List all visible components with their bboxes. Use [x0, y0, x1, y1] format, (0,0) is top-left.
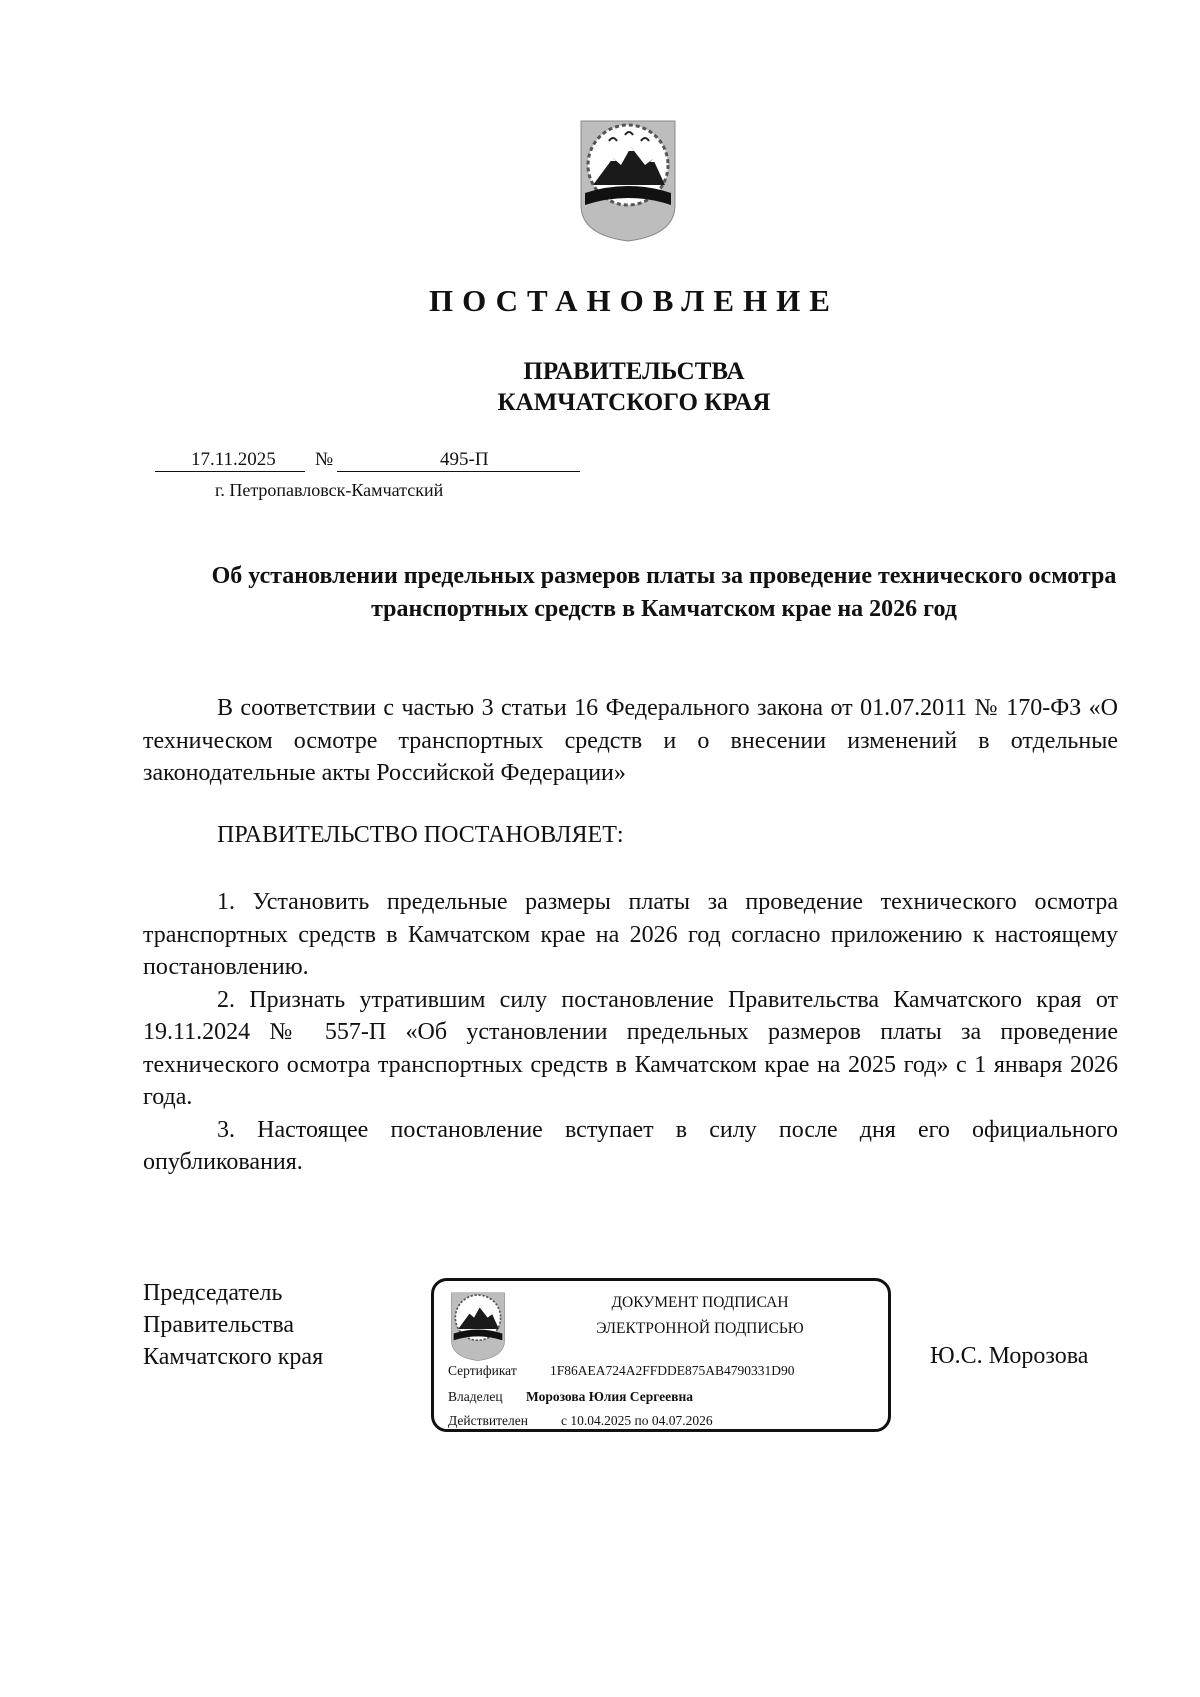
owner-value: Морозова Юлия Сергеевна	[526, 1389, 693, 1404]
validity-label: Действителен	[448, 1413, 528, 1428]
position-line-3: Камчатского края	[143, 1344, 324, 1370]
position-line-1: Председатель	[143, 1280, 283, 1306]
basis-text: В соответствии с частью 3 статьи 16 Федерального закона от 01.07.2011 № 170-ФЗ «О техническом осмотре транспортных средств и о внесении изменений в отдельные законодательные акты Российской Федерации»	[143, 695, 1118, 786]
owner-label: Владелец	[448, 1389, 503, 1404]
position-line-2: Правительства	[143, 1312, 295, 1338]
item-1: 1. Установить предельные размеры платы за проведение технического осмотра транспортных средств в Камчатском крае на 2026 год согласно приложению к настоящему постановлению.	[143, 889, 1118, 980]
stamp-heading-2: ЭЛЕКТРОННОЙ ПОДПИСЬЮ	[596, 1320, 804, 1337]
number-sign: №	[315, 449, 334, 470]
stamp-owner-row	[448, 1389, 693, 1405]
resolution-phrase: ПРАВИТЕЛЬСТВО ПОСТАНОВЛЯЕТ:	[217, 822, 624, 848]
document-type: ПОСТАНОВЛЕНИЕ	[429, 283, 839, 318]
signatory-position	[143, 1277, 323, 1373]
kamchatka-emblem-icon	[575, 113, 681, 243]
stamp-emblem-icon	[448, 1287, 508, 1363]
resolution-items	[143, 886, 1118, 1179]
document-date: 17.11.2025	[191, 449, 276, 470]
item-2: 2. Признать утратившим силу постановление Правительства Камчатского края от 19.11.2024 № 557-П «Об установлении предельных размеров платы за проведение технического осмотра транспортных средств в Камчатском крае на 2025 год» с 1 января 2026 года.	[143, 986, 1118, 1110]
issuing-authority	[0, 356, 1200, 418]
document-title: Об установлении предельных размеров платы за проведение технического осмотра транспортных средств в Камчатском крае на 2026 год	[211, 563, 1117, 622]
city: г. Петропавловск-Камчатский	[215, 480, 444, 500]
certificate-label: Сертификат	[448, 1363, 517, 1378]
electronic-signature-stamp	[431, 1278, 891, 1432]
authority-line-2: КАМЧАТСКОГО КРАЯ	[497, 389, 771, 416]
basis-paragraph	[143, 692, 1118, 790]
certificate-value: 1F86AEA724A2FFDDE875AB4790331D90	[550, 1363, 795, 1378]
validity-value: с 10.04.2025 по 04.07.2026	[561, 1413, 713, 1428]
item-3: 3. Настоящее постановление вступает в силу после дня его официального опубликования.	[143, 1116, 1118, 1175]
stamp-certificate-row	[448, 1363, 795, 1379]
stamp-heading-1: ДОКУМЕНТ ПОДПИСАН	[611, 1294, 789, 1311]
document-number: 495-П	[440, 449, 489, 470]
stamp-validity-row	[448, 1413, 713, 1429]
registration-line	[155, 449, 580, 475]
signer-name: Ю.С. Морозова	[930, 1343, 1089, 1369]
authority-line-1: ПРАВИТЕЛЬСТВА	[523, 358, 745, 385]
